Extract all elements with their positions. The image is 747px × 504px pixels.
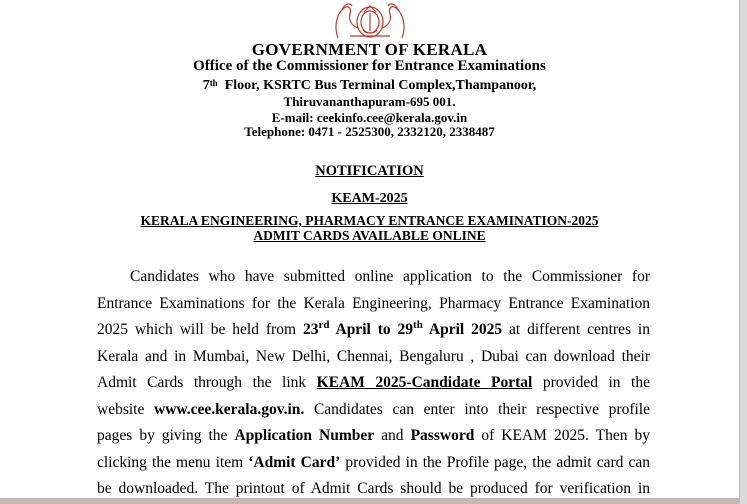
- website-url: www.cee.kerala.gov.in.: [154, 401, 305, 418]
- government-title: GOVERNMENT OF KERALA: [251, 40, 488, 59]
- body-line-7: [97, 427, 650, 445]
- telephone-line: Telephone: 0471 - 2525300, 2332120, 2338487: [244, 124, 495, 139]
- address-line-2: Thiruvananthapuram-695 001.: [283, 94, 456, 109]
- body-line-3: [97, 321, 650, 339]
- credentials-and: and: [374, 427, 411, 444]
- dates-tail: at different centres in: [502, 321, 650, 338]
- website-intro: website: [97, 401, 155, 418]
- kerala-emblem-icon: [330, 0, 410, 40]
- subject-heading: [0, 213, 739, 243]
- body-line-2: Entrance Examinations for the Kerala Engineering, Pharmacy Entrance Examination: [97, 295, 650, 312]
- body-line-4: Kerala and in Mumbai, New Delhi, Chennai, Bengaluru , Dubai can download their: [97, 348, 650, 365]
- start-date: 23rd April to 29th April 2025: [302, 319, 503, 338]
- body-line-5: [97, 374, 650, 392]
- menu-tail: provided in the Profile page, the admit card can: [340, 454, 650, 471]
- body-line-6: [97, 401, 650, 419]
- password-label: Password: [410, 427, 475, 444]
- dates-intro: 2025 which will be held from: [97, 321, 303, 338]
- body-line-8: [97, 454, 650, 472]
- page-bottom-edge: [0, 498, 739, 504]
- credentials-intro: pages by giving the: [97, 427, 235, 444]
- office-title: Office of the Commissioner for Entrance Examinations: [193, 58, 546, 74]
- application-number-label: Application Number: [234, 427, 375, 444]
- website-tail: Candidates can enter into their respective profile: [304, 401, 650, 418]
- body-line-1: Candidates who have submitted online application to the Commissioner for: [130, 268, 650, 285]
- link-intro: Admit Cards through the link: [97, 374, 317, 391]
- admit-card-menu-label: ‘Admit Card’: [248, 454, 341, 471]
- body-line-9: be downloaded. The printout of Admit Cards should be produced for verification in: [97, 480, 650, 497]
- vertical-scrollbar[interactable]: [739, 0, 747, 504]
- subject-line-2: ADMIT CARDS AVAILABLE ONLINE: [253, 228, 486, 243]
- address-line-1: [0, 78, 739, 94]
- address-text: Floor, KSRTC Bus Terminal Complex,Thampanoor,: [224, 78, 537, 93]
- menu-intro: clicking the menu item: [97, 454, 249, 471]
- email-line: E-mail: ceekinfo.cee@kerala.gov.in: [271, 110, 468, 125]
- candidate-portal-link[interactable]: KEAM 2025-Candidate Portal: [316, 374, 533, 391]
- notification-heading: NOTIFICATION: [315, 163, 424, 179]
- exam-heading: KEAM-2025: [331, 191, 408, 206]
- floor-sup: th: [209, 78, 218, 88]
- credentials-tail: of KEAM 2025. Then by: [474, 427, 650, 444]
- floor-number: 7: [202, 78, 210, 93]
- link-tail: provided in the: [532, 374, 650, 391]
- subject-line-1: KERALA ENGINEERING, PHARMACY ENTRANCE EXAMINATION-2025: [140, 213, 599, 228]
